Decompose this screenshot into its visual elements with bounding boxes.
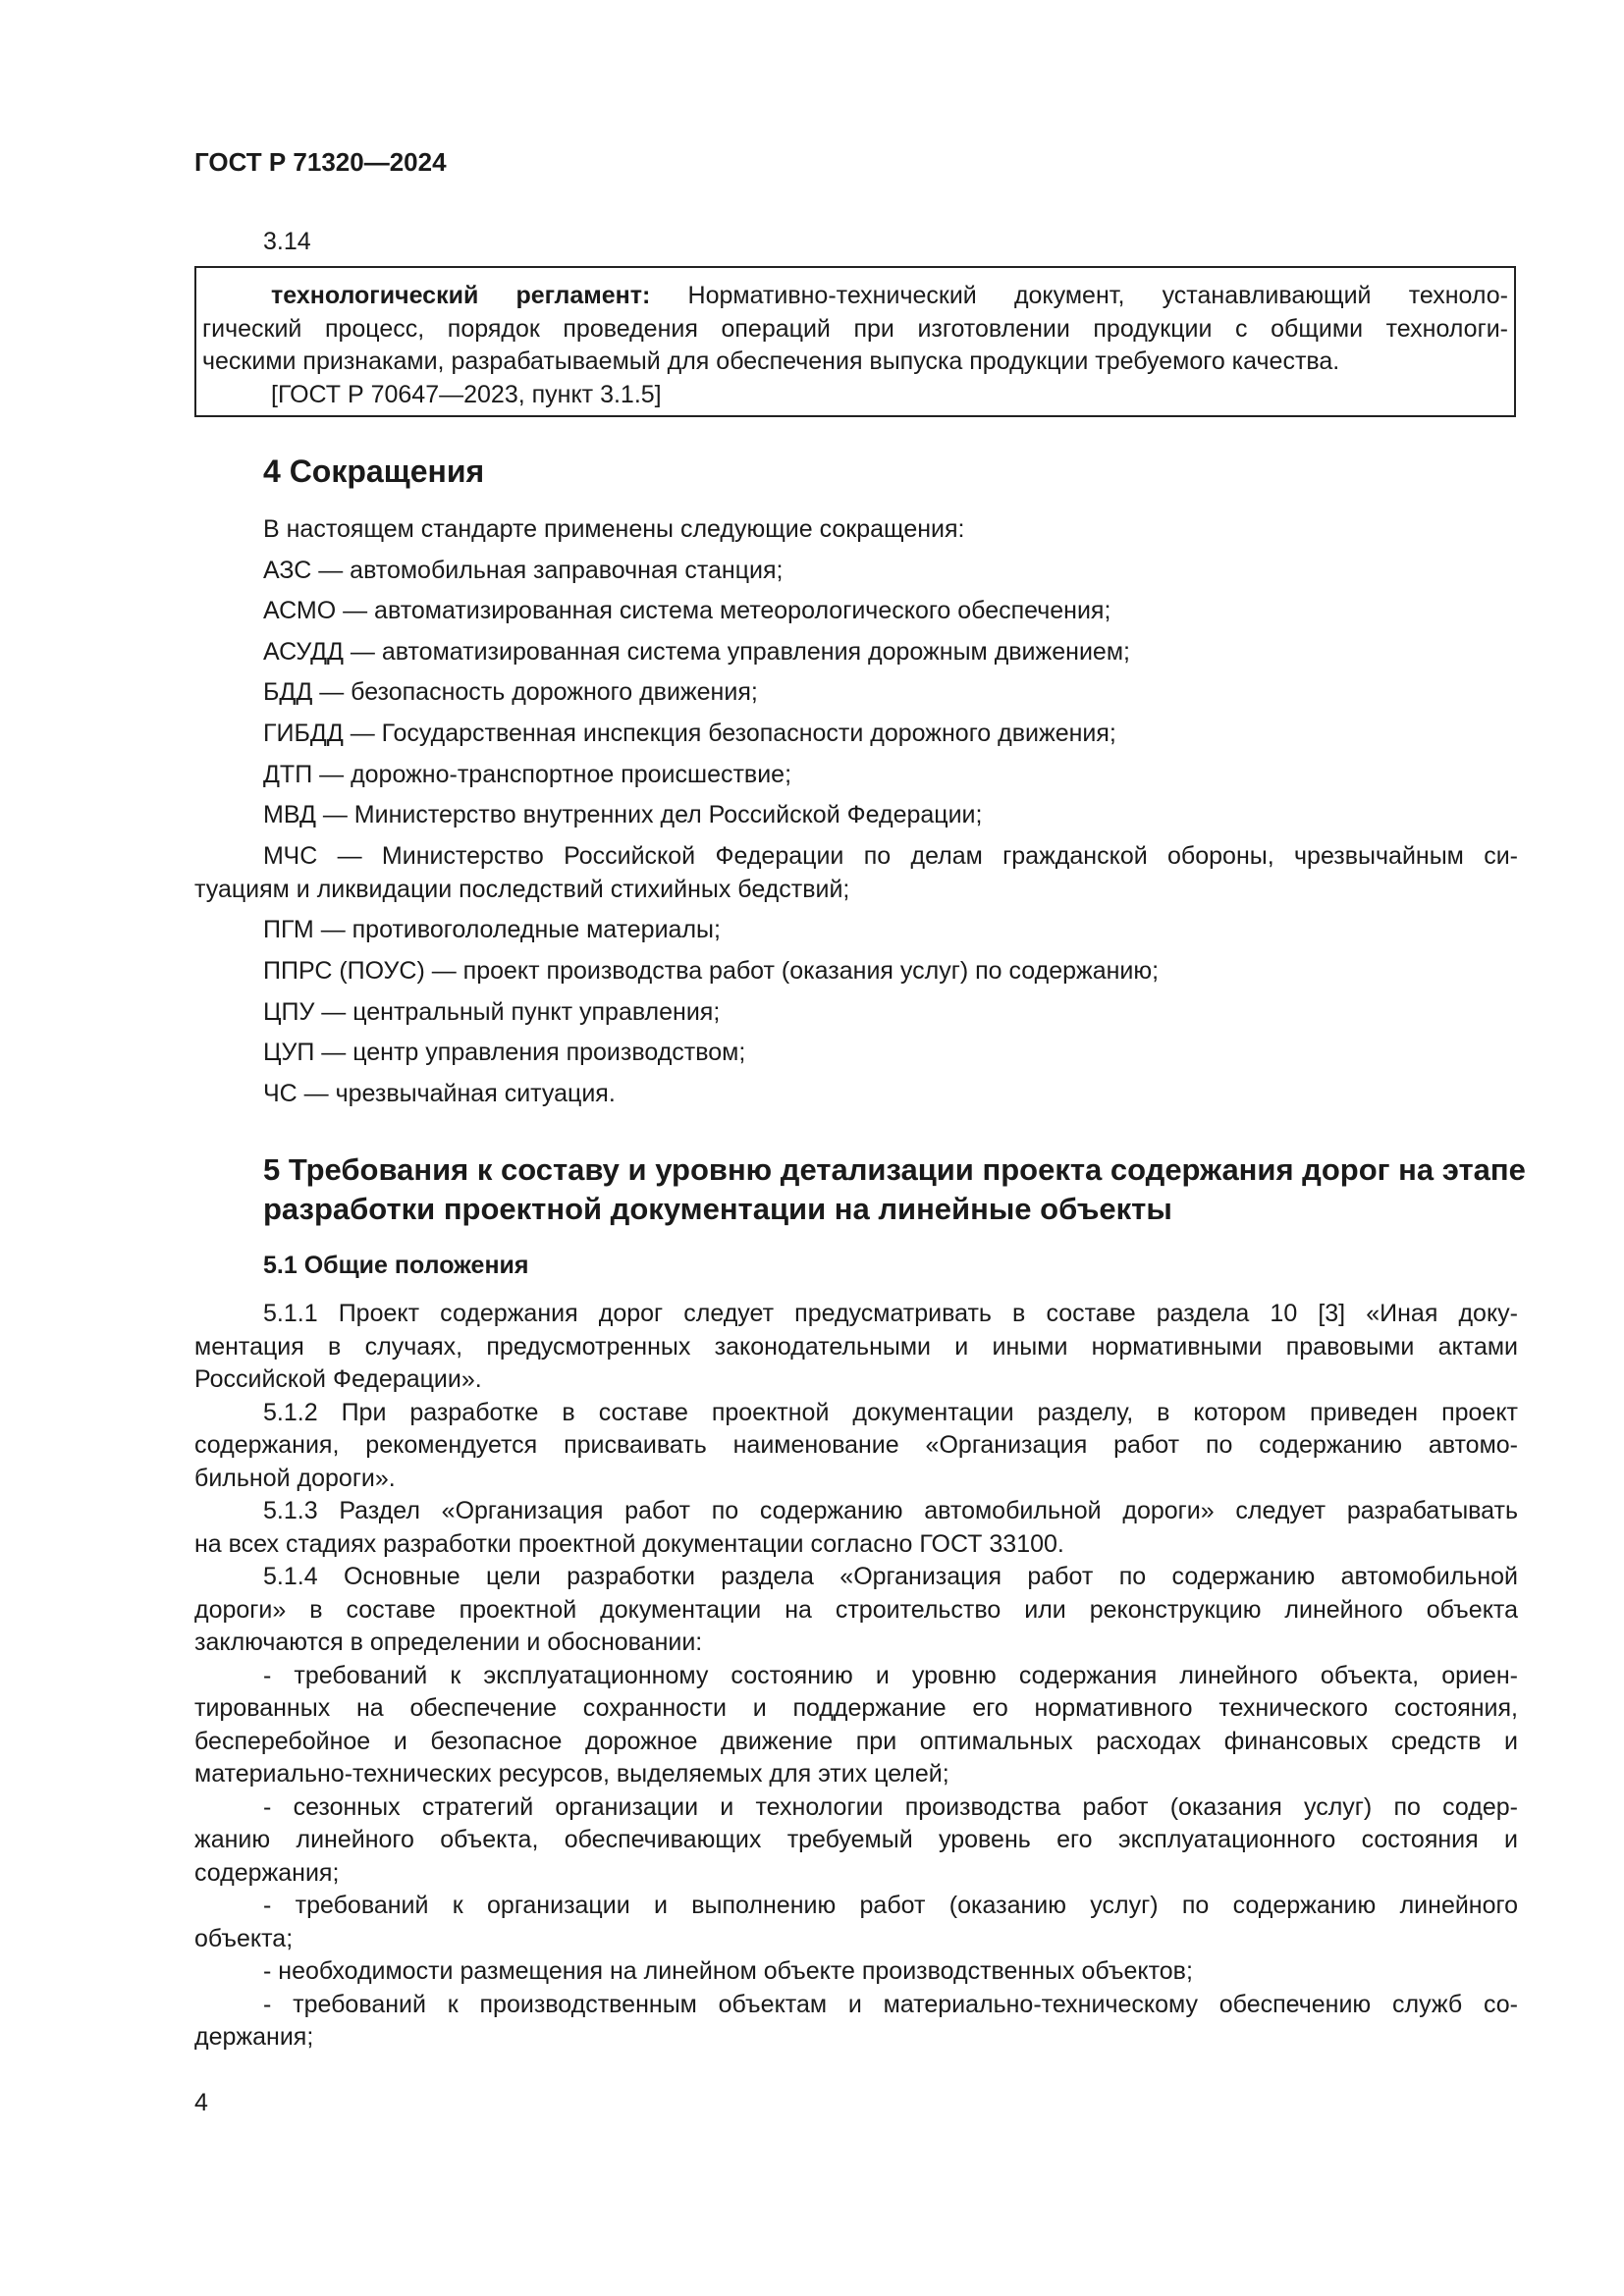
abbreviation-line: АСМО — автоматизированная система метеорологического обеспечения; [263,597,1111,625]
abbreviation-item [263,594,1518,627]
paragraph-line: - требований к эксплуатационному состоянию и уровню содержания линейного объекта, ориен- [263,1661,1518,1689]
abbreviation-item [194,839,1518,906]
paragraph-line: жанию линейного объекта, обеспечивающих требуемый уровень его эксплуатационного состояния и [194,1826,1518,1853]
paragraph [194,1989,1518,2055]
paragraph-line: дороги» в составе проектной документации на строительство или реконструкцию линейного объекта [194,1595,1518,1624]
section-4-title: 4 Сокращения [263,454,485,489]
section-5-title: 5 Требования к составу и уровню детализации проекта содержания дорог на этапе разработки проектной документации на линейные объекты [263,1152,1526,1226]
paragraph [194,1890,1518,1955]
paragraph-line: Российской Федерации». [194,1365,482,1393]
abbreviation-item [263,954,1518,988]
paragraph-line: содержания, рекомендуется присваивать наименование «Организация работ по содержанию автомо- [194,1431,1518,1459]
abbreviation-line: ППРС (ПОУС) — проект производства работ (оказания услуг) по содержанию; [263,956,1160,985]
paragraph [194,1955,1518,1989]
paragraph-line: 5.1.4 Основные цели разработки раздела «Организация работ по содержанию автомобильной [263,1563,1518,1590]
abbreviation-line: ПГМ — противогололедные материалы; [263,916,721,944]
abbreviation-line: ЦПУ — центральный пункт управления; [263,997,721,1026]
subsection-5-1-title: 5.1 Общие положения [263,1252,529,1279]
paragraph-line: содержания; [194,1858,340,1887]
paragraph-line: 5.1.2 При разработке в составе проектной документации разделу, в котором приведен проект [263,1398,1518,1426]
paragraph-line: объекта; [194,1924,294,1952]
paragraph-line: 5.1.1 Проект содержания дорог следует предусматривать в составе раздела 10 [3] «Иная доку- [263,1300,1518,1327]
abbreviation-item [263,995,1518,1029]
abbreviation-line: ДТП — дорожно-транспортное происшествие; [263,760,792,788]
paragraph [194,1495,1518,1561]
page-number: 4 [194,2089,208,2116]
paragraph-line: - требований к организации и выполнению работ (оказанию услуг) по содержанию линейного [263,1892,1518,1919]
abbreviation-line: ЧС — чрезвычайная ситуация. [263,1079,616,1107]
paragraph [194,1298,1518,1397]
term-name: технологический регламент: [271,282,651,309]
paragraph [194,1397,1518,1496]
abbreviation-item [263,798,1518,831]
abbreviation-item [263,717,1518,750]
paragraph-line: - необходимости размещения на линейном объекте производственных объектов; [263,1957,1193,1985]
paragraph-line: - требований к производственным объектам и материально-техническому обеспечению служб со- [263,1990,1518,2018]
paragraph-line: 5.1.3 Раздел «Организация работ по содержанию автомобильной дороги» следует разрабатывать [263,1497,1518,1524]
abbreviation-line: МВД — Министерство внутренних дел Российской Федерации; [263,801,983,829]
paragraph [194,1561,1518,1660]
paragraph-line: тированных на обеспечение сохранности и поддержание его нормативного технического состояния, [194,1694,1518,1722]
abbreviation-item [263,635,1518,668]
paragraph-line: материально-технических ресурсов, выделяемых для этих целей; [194,1760,949,1788]
document-header: ГОСТ Р 71320—2024 [194,147,447,177]
abbreviation-item [263,554,1518,587]
paragraph-line: на всех стадиях разработки проектной документации согласно ГОСТ 33100. [194,1529,1064,1558]
abbreviations-list [194,512,1518,1117]
abbreviation-line: АЗС — автомобильная заправочная станция; [263,556,784,584]
paragraph-line: бесперебойное и безопасное дорожное движение при оптимальных расходах финансовых средств и [194,1727,1518,1755]
abbreviation-item [263,913,1518,946]
definition-text: Нормативно-технический документ, устанавливающий техноло- [650,282,1508,309]
abbreviation-item [263,1036,1518,1069]
term-definition-box [194,266,1516,417]
abbreviation-item [263,1077,1518,1110]
abbreviation-line: ГИБДД — Государственная инспекция безопасности дорожного движения; [263,719,1116,747]
paragraph-line: - сезонных стратегий организации и технологии производства работ (оказания услуг) по содер- [263,1792,1518,1821]
abbreviation-item [263,675,1518,709]
abbreviation-line: АСУДД — автоматизированная система управления дорожным движением; [263,637,1130,666]
abbreviation-line: туациям и ликвидации последствий стихийных бедствий; [194,875,850,903]
abbreviation-line: МЧС — Министерство Российской Федерации по делам гражданской обороны, чрезвычайным си- [263,841,1518,870]
abbreviation-item [263,758,1518,791]
definition-line: гический процесс, порядок проведения операций при изготовлении продукции с общими технологи- [202,314,1508,343]
definition-line [202,280,1508,313]
paragraph-line: держания; [194,2023,314,2051]
section-5-body [194,1298,1518,2055]
abbreviations-intro: В настоящем стандарте применены следующие сокращения: [263,515,965,543]
paragraph-line: заключаются в определении и обосновании: [194,1629,703,1656]
paragraph [194,1660,1518,1791]
abbreviation-line: ЦУП — центр управления производством; [263,1039,746,1067]
abbreviation-line: БДД — безопасность дорожного движения; [263,678,758,707]
term-definition [202,280,1508,411]
paragraph-line: ментация в случаях, предусмотренных законодательными и иными нормативными правовыми актами [194,1332,1518,1361]
term-number: 3.14 [263,228,311,255]
paragraph-line: бильной дороги». [194,1464,396,1492]
paragraph [194,1791,1518,1891]
definition-line: ческими признаками, разрабатываемый для обеспечения выпуска продукции требуемого качества. [202,347,1340,375]
term-source: [ГОСТ Р 70647—2023, пункт 3.1.5] [271,380,662,408]
